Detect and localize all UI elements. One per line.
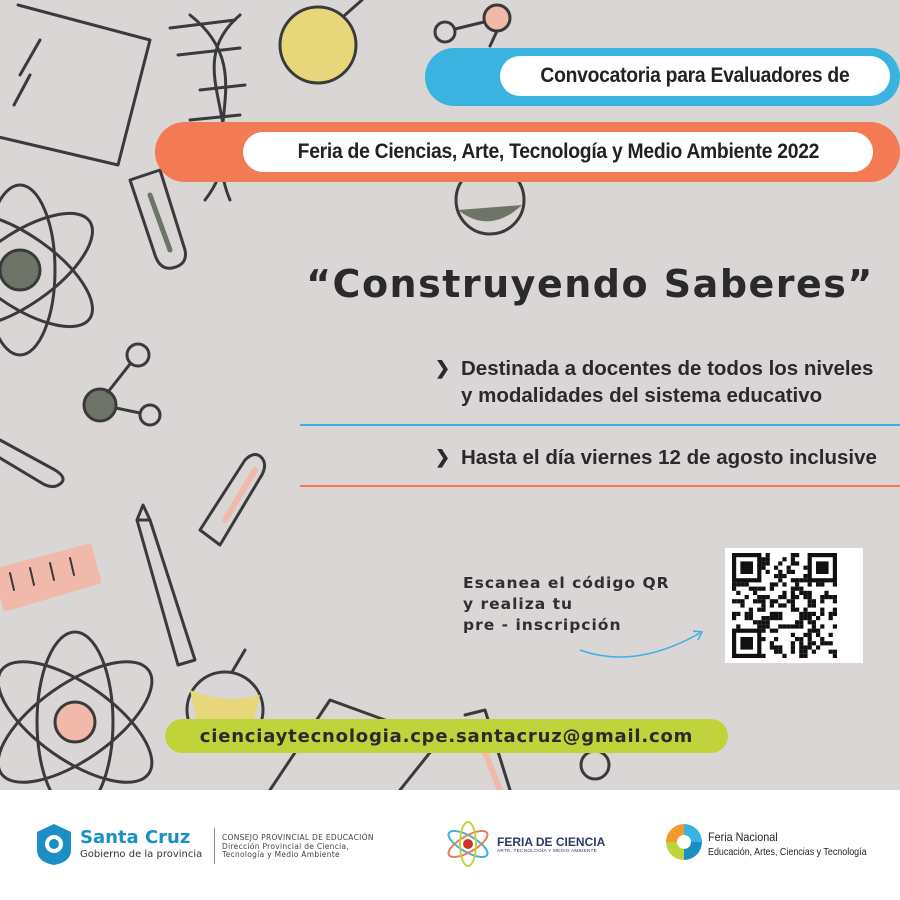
page-title: “Construyendo Saberes” bbox=[306, 262, 874, 306]
beaker-icon bbox=[0, 5, 150, 165]
test-tube-icon bbox=[200, 454, 265, 545]
test-tube-icon bbox=[130, 170, 185, 268]
pencil-icon bbox=[137, 505, 195, 665]
ruler-icon bbox=[0, 545, 100, 610]
atom-logo-icon bbox=[442, 820, 494, 868]
feria-nacional-subtitle: Educación, Artes, Ciencias y Tecnología bbox=[708, 846, 867, 858]
bullet-audience bbox=[435, 355, 895, 409]
bullet-line: y modalidades del sistema educativo bbox=[461, 384, 823, 407]
santa-cruz-name: Santa Cruz bbox=[80, 827, 191, 848]
cpe-logo-text bbox=[222, 834, 374, 860]
header-banner-blue bbox=[425, 48, 900, 106]
contact-email[interactable]: cienciaytecnologia.cpe.santacruz@gmail.com bbox=[165, 719, 728, 753]
arrow-icon bbox=[575, 625, 710, 665]
feria-ciencia-subtitle: ARTE, TECNOLOGÍA Y MEDIO AMBIENTE bbox=[497, 849, 598, 854]
qr-instruction-line: Escanea el código QR bbox=[463, 574, 670, 592]
header-banner-orange bbox=[155, 122, 900, 182]
cpe-line: CONSEJO PROVINCIAL DE EDUCACIÓN bbox=[222, 833, 374, 842]
bullet-line: Hasta el día viernes 12 de agosto inclusive bbox=[461, 446, 877, 469]
molecule-icon bbox=[581, 751, 609, 779]
header-line-1: Convocatoria para Evaluadores de bbox=[540, 64, 850, 87]
test-tube-icon bbox=[0, 440, 63, 487]
feria-nacional-logo-icon bbox=[664, 822, 704, 862]
santa-cruz-logo bbox=[80, 828, 202, 860]
cpe-line: Dirección Provincial de Ciencia, bbox=[222, 841, 350, 851]
header-line-2: Feria de Ciencias, Arte, Tecnología y Medio Ambiente 2022 bbox=[297, 140, 819, 163]
bullet-deadline bbox=[435, 444, 895, 471]
qr-instruction-line: pre - inscripción bbox=[463, 616, 622, 634]
bullet-line: Destinada a docentes de todos los niveles bbox=[461, 357, 874, 380]
santa-cruz-subtitle: Gobierno de la provincia bbox=[80, 849, 203, 860]
divider-orange bbox=[300, 485, 900, 487]
santa-cruz-emblem-icon bbox=[35, 822, 73, 866]
chevron-right-icon: ❯ bbox=[435, 447, 451, 467]
molecule-icon bbox=[435, 5, 510, 46]
molecule-icon bbox=[84, 344, 160, 425]
feria-ciencia-name: FERIA DE CIENCIA bbox=[497, 835, 606, 849]
qr-code-icon[interactable] bbox=[725, 548, 863, 663]
feria-nacional-title: Feria Nacional bbox=[708, 830, 778, 844]
flask-icon bbox=[280, 0, 362, 83]
qr-instruction-line: y realiza tu bbox=[463, 595, 574, 613]
footer-separator bbox=[214, 828, 215, 864]
atom-icon bbox=[0, 632, 171, 790]
cpe-line: Tecnología y Medio Ambiente bbox=[222, 850, 340, 859]
divider-blue bbox=[300, 424, 900, 426]
chevron-right-icon: ❯ bbox=[435, 358, 451, 378]
atom-icon bbox=[0, 185, 110, 355]
